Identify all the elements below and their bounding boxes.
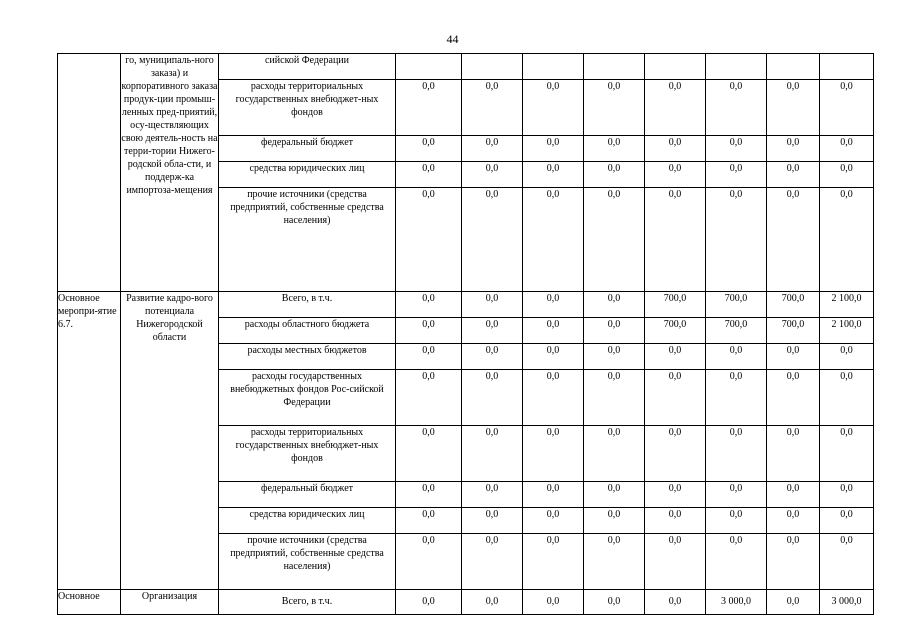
funding-source-cell: федеральный бюджет [219, 136, 396, 162]
value-cell: 0,0 [645, 136, 706, 162]
value-cell: 0,0 [523, 534, 584, 590]
value-cell [523, 54, 584, 80]
value-cell: 0,0 [523, 590, 584, 615]
value-cell: 0,0 [462, 508, 523, 534]
value-cell: 0,0 [706, 162, 767, 188]
value-cell: 0,0 [820, 426, 874, 482]
value-cell: 0,0 [462, 590, 523, 615]
activity-code-cell: Основное [58, 590, 121, 615]
value-cell: 0,0 [584, 80, 645, 136]
value-cell: 3 000,0 [706, 590, 767, 615]
value-cell: 2 100,0 [820, 318, 874, 344]
value-cell: 0,0 [523, 80, 584, 136]
value-cell: 0,0 [523, 370, 584, 426]
value-cell: 0,0 [523, 482, 584, 508]
value-cell: 0,0 [767, 590, 820, 615]
value-cell [584, 54, 645, 80]
value-cell: 0,0 [396, 188, 462, 292]
value-cell: 0,0 [706, 344, 767, 370]
value-cell: 0,0 [462, 162, 523, 188]
value-cell: 0,0 [645, 426, 706, 482]
value-cell: 0,0 [584, 162, 645, 188]
value-cell: 700,0 [645, 318, 706, 344]
value-cell: 0,0 [706, 136, 767, 162]
value-cell [645, 54, 706, 80]
value-cell: 0,0 [396, 318, 462, 344]
funding-source-cell: Всего, в т.ч. [219, 590, 396, 615]
value-cell: 0,0 [706, 482, 767, 508]
activity-name-cell: Организация [121, 590, 219, 615]
value-cell: 0,0 [523, 344, 584, 370]
value-cell: 0,0 [645, 188, 706, 292]
funding-source-cell: прочие источники (средства предприятий, собственные средства населения) [219, 188, 396, 292]
value-cell: 0,0 [523, 292, 584, 318]
value-cell: 0,0 [706, 80, 767, 136]
value-cell: 0,0 [645, 534, 706, 590]
value-cell [706, 54, 767, 80]
funding-source-cell: расходы территориальных государственных внебюджет-ных фондов [219, 80, 396, 136]
value-cell: 0,0 [820, 508, 874, 534]
budget-table [57, 53, 874, 615]
value-cell: 0,0 [767, 508, 820, 534]
value-cell: 0,0 [820, 482, 874, 508]
value-cell: 0,0 [462, 188, 523, 292]
value-cell: 0,0 [820, 188, 874, 292]
funding-source-cell: расходы областного бюджета [219, 318, 396, 344]
value-cell: 0,0 [396, 80, 462, 136]
value-cell: 0,0 [462, 318, 523, 344]
value-cell: 700,0 [767, 292, 820, 318]
funding-source-cell: прочие источники (средства предприятий, собственные средства населения) [219, 534, 396, 590]
value-cell: 0,0 [767, 370, 820, 426]
value-cell: 0,0 [645, 482, 706, 508]
value-cell: 0,0 [820, 162, 874, 188]
value-cell: 0,0 [584, 534, 645, 590]
funding-source-cell: сийской Федерации [219, 54, 396, 80]
value-cell: 0,0 [584, 318, 645, 344]
value-cell: 0,0 [523, 162, 584, 188]
value-cell: 0,0 [767, 344, 820, 370]
value-cell: 0,0 [396, 590, 462, 615]
table-row [58, 292, 874, 318]
value-cell: 0,0 [767, 80, 820, 136]
value-cell: 0,0 [462, 80, 523, 136]
value-cell [820, 54, 874, 80]
funding-source-cell: Всего, в т.ч. [219, 292, 396, 318]
value-cell: 0,0 [462, 292, 523, 318]
value-cell: 0,0 [462, 426, 523, 482]
value-cell: 700,0 [767, 318, 820, 344]
value-cell: 0,0 [706, 534, 767, 590]
value-cell: 0,0 [396, 344, 462, 370]
funding-source-cell: средства юридических лиц [219, 162, 396, 188]
value-cell: 0,0 [645, 344, 706, 370]
value-cell: 0,0 [462, 370, 523, 426]
value-cell: 0,0 [645, 80, 706, 136]
value-cell: 0,0 [523, 188, 584, 292]
value-cell: 0,0 [584, 508, 645, 534]
value-cell: 0,0 [396, 136, 462, 162]
value-cell: 0,0 [820, 136, 874, 162]
activity-name-cell: Развитие кадро-вого потенциала Нижегородской области [121, 292, 219, 590]
value-cell: 0,0 [396, 482, 462, 508]
value-cell: 0,0 [523, 426, 584, 482]
value-cell: 0,0 [396, 534, 462, 590]
activity-name-cell: го, муниципаль-ного заказа) и корпоративного заказа продук-ции промыш-ленных пред-приятий, осу-ществляющих свою деятель-ность на терри-тории Нижего-родской обла-сти, и поддерж-ка импортоза-мещения [121, 54, 219, 292]
value-cell: 0,0 [706, 188, 767, 292]
value-cell: 0,0 [584, 370, 645, 426]
value-cell [462, 54, 523, 80]
value-cell: 0,0 [462, 136, 523, 162]
value-cell: 0,0 [396, 370, 462, 426]
value-cell: 0,0 [706, 370, 767, 426]
value-cell: 0,0 [462, 534, 523, 590]
value-cell: 0,0 [584, 482, 645, 508]
value-cell: 0,0 [584, 426, 645, 482]
value-cell [396, 54, 462, 80]
value-cell: 0,0 [767, 426, 820, 482]
page-number: 44 [446, 32, 459, 46]
value-cell: 700,0 [706, 292, 767, 318]
value-cell: 700,0 [706, 318, 767, 344]
funding-source-cell: федеральный бюджет [219, 482, 396, 508]
table-row [58, 590, 874, 615]
value-cell: 0,0 [767, 482, 820, 508]
value-cell: 0,0 [584, 590, 645, 615]
value-cell: 0,0 [645, 370, 706, 426]
funding-source-cell: расходы государственных внебюджетных фондов Рос-сийской Федерации [219, 370, 396, 426]
value-cell: 0,0 [820, 534, 874, 590]
value-cell: 0,0 [767, 188, 820, 292]
value-cell: 0,0 [645, 508, 706, 534]
value-cell: 3 000,0 [820, 590, 874, 615]
value-cell: 2 100,0 [820, 292, 874, 318]
value-cell: 0,0 [396, 426, 462, 482]
value-cell: 700,0 [645, 292, 706, 318]
value-cell: 0,0 [523, 318, 584, 344]
value-cell: 0,0 [645, 590, 706, 615]
value-cell: 0,0 [820, 80, 874, 136]
activity-code-cell [58, 54, 121, 292]
value-cell: 0,0 [523, 508, 584, 534]
funding-source-cell: расходы территориальных государственных внебюджет-ных фондов [219, 426, 396, 482]
value-cell: 0,0 [645, 162, 706, 188]
value-cell: 0,0 [396, 292, 462, 318]
value-cell: 0,0 [706, 426, 767, 482]
value-cell: 0,0 [767, 136, 820, 162]
activity-code-cell: Основное меропри-ятие 6.7. [58, 292, 121, 590]
table-row [58, 54, 874, 80]
value-cell: 0,0 [396, 508, 462, 534]
value-cell: 0,0 [767, 162, 820, 188]
value-cell: 0,0 [820, 344, 874, 370]
value-cell: 0,0 [584, 292, 645, 318]
value-cell: 0,0 [462, 482, 523, 508]
funding-source-cell: расходы местных бюджетов [219, 344, 396, 370]
value-cell: 0,0 [584, 344, 645, 370]
value-cell: 0,0 [584, 136, 645, 162]
value-cell: 0,0 [820, 370, 874, 426]
value-cell: 0,0 [396, 162, 462, 188]
value-cell: 0,0 [523, 136, 584, 162]
value-cell [767, 54, 820, 80]
funding-source-cell: средства юридических лиц [219, 508, 396, 534]
value-cell: 0,0 [767, 534, 820, 590]
value-cell: 0,0 [706, 508, 767, 534]
value-cell: 0,0 [462, 344, 523, 370]
value-cell: 0,0 [584, 188, 645, 292]
